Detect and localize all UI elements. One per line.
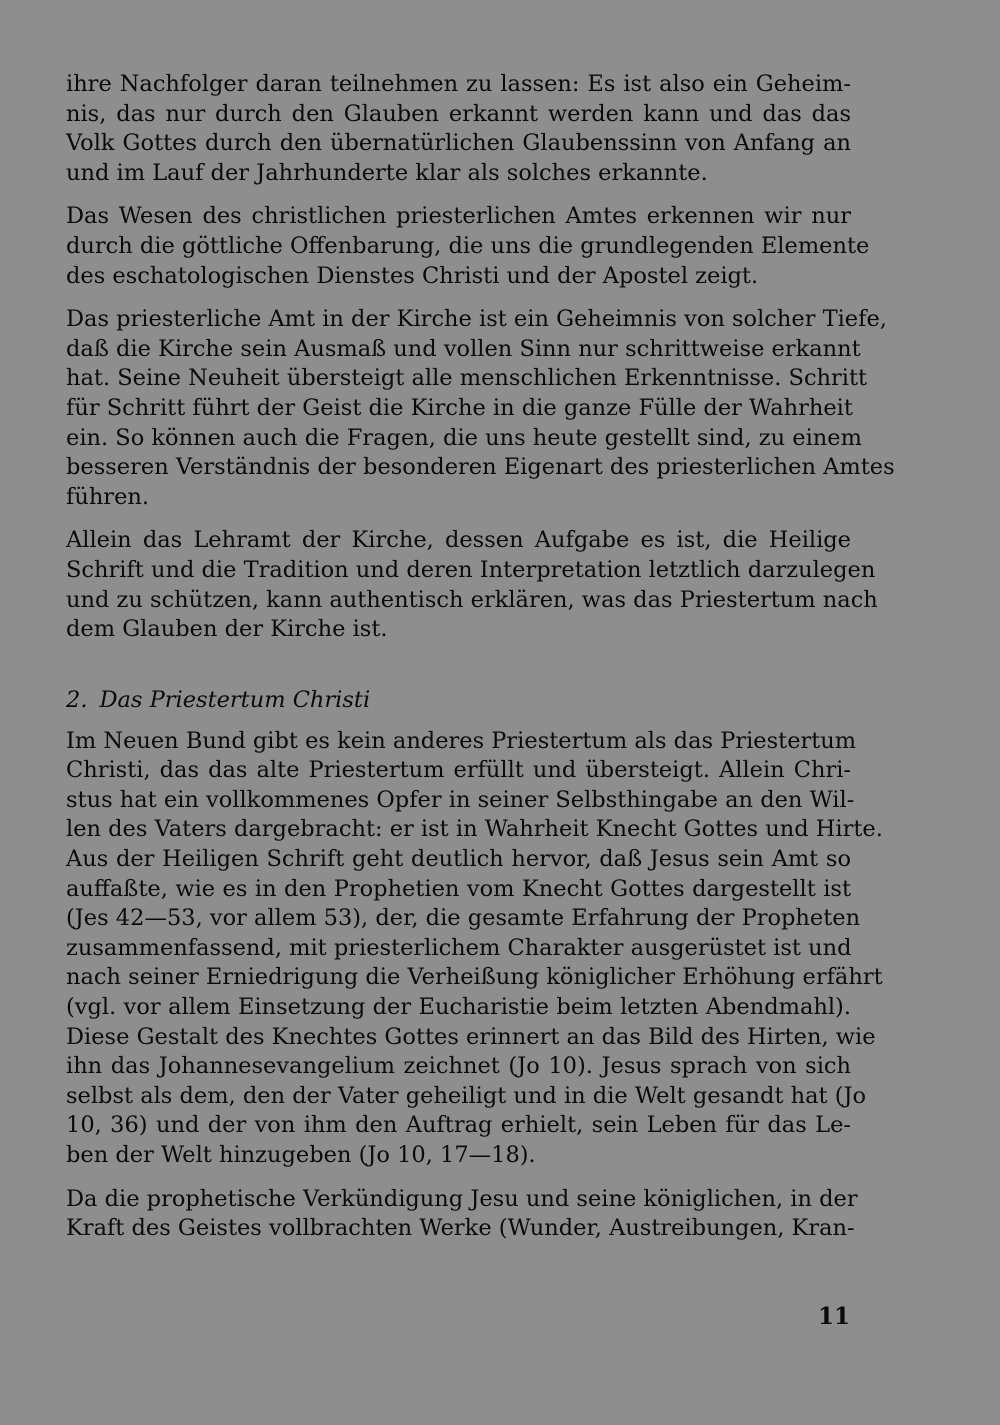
text-line: ein. So können auch die Fragen, die uns heute gestellt sind, zu einem [66,424,862,451]
text-line: Im Neuen Bund gibt es kein anderes Priestertum als das Priestertum [66,727,857,754]
section-number: 2. [66,686,88,713]
text-line: besseren Verständnis der besonderen Eigenart des priesterlichen Amtes [66,454,895,481]
text-line: (vgl. vor allem Einsetzung der Eucharistie beim letzten Abendmahl). [66,994,851,1021]
paragraph [66,305,895,512]
text-line: len des Vaters dargebracht: er ist in Wahrheit Knecht Gottes und Hirte. [66,816,883,843]
text-line: Christi, das das alte Priestertum erfüllt und übersteigt. Allein Chri- [66,757,851,784]
page-body [66,70,895,1258]
paragraph [66,202,870,291]
text-line: und im Lauf der Jahrhunderte klar als solches erkannte. [66,159,708,186]
text-line: Das priesterliche Amt in der Kirche ist ein Geheimnis von solcher Tiefe, [66,306,887,333]
text-line: daß die Kirche sein Ausmaß und vollen Sinn nur schrittweise erkannt [66,335,861,362]
paragraph [66,70,851,188]
text-line: dem Glauben der Kirche ist. [66,616,388,643]
paragraphs-top [66,70,895,645]
text-line: zusammenfassend, mit priesterlichem Charakter ausgerüstet ist und [66,934,852,961]
section-title: Das Priestertum Christi [99,686,371,713]
text-line: nis, das nur durch den Glauben erkannt werden kann und das das [66,100,851,127]
text-line: Kraft des Geistes vollbrachten Werke (Wunder, Austreibungen, Kran- [66,1215,855,1242]
text-line: Diese Gestalt des Knechtes Gottes erinnert an das Bild des Hirten, wie [66,1023,876,1050]
text-line: und zu schützen, kann authentisch erklären, was das Priestertum nach [66,586,878,613]
text-line: selbst als dem, den der Vater geheiligt und in die Welt gesandt hat (Jo [66,1082,867,1109]
page-number: 11 [817,1303,850,1330]
text-line: ihre Nachfolger daran teilnehmen zu lassen: Es ist also ein Geheim- [66,71,851,97]
text-line: führen. [66,483,150,510]
text-line: Aus der Heiligen Schrift geht deutlich hervor, daß Jesus sein Amt so [66,846,851,873]
text-line: Schrift und die Tradition und deren Interpretation letztlich darzulegen [66,556,876,583]
text-line: Da die prophetische Verkündigung Jesu und seine königlichen, in der [66,1185,858,1212]
text-line: Allein das Lehramt der Kirche, dessen Aufgabe es ist, die Heilige [66,527,851,554]
paragraph [66,1185,858,1244]
text-line: 10, 36) und der von ihm den Auftrag erhielt, sein Leben für das Le- [66,1112,851,1139]
text-line: Volk Gottes durch den übernatürlichen Glaubenssinn von Anfang an [66,130,851,157]
text-line: (Jes 42—53, vor allem 53), der, die gesamte Erfahrung der Propheten [66,905,861,932]
section-heading [66,685,851,715]
text-line: hat. Seine Neuheit übersteigt alle menschlichen Erkenntnisse. Schritt [66,365,868,392]
text-line: durch die göttliche Offenbarung, die uns die grundlegenden Elemente [66,232,870,259]
text-line: stus hat ein vollkommenes Opfer in seiner Selbsthingabe an den Wil- [66,786,855,813]
text-line: Das Wesen des christlichen priesterlichen Amtes erkennen wir nur [66,203,851,230]
paragraphs-bottom [66,727,883,1244]
text-line: ihn das Johannesevangelium zeichnet (Jo 10). Jesus sprach von sich [66,1053,851,1080]
paragraph [66,526,878,644]
paragraph [66,727,883,1171]
text-line: ben der Welt hinzugeben (Jo 10, 17—18). [66,1142,536,1168]
text-line: auffaßte, wie es in den Prophetien vom Knecht Gottes dargestellt ist [66,875,851,902]
text-line: nach seiner Erniedrigung die Verheißung königlicher Erhöhung erfährt [66,964,883,991]
text-line: für Schritt führt der Geist die Kirche in die ganze Fülle der Wahrheit [66,394,853,421]
text-line: des eschatologischen Dienstes Christi und der Apostel zeigt. [66,262,759,289]
